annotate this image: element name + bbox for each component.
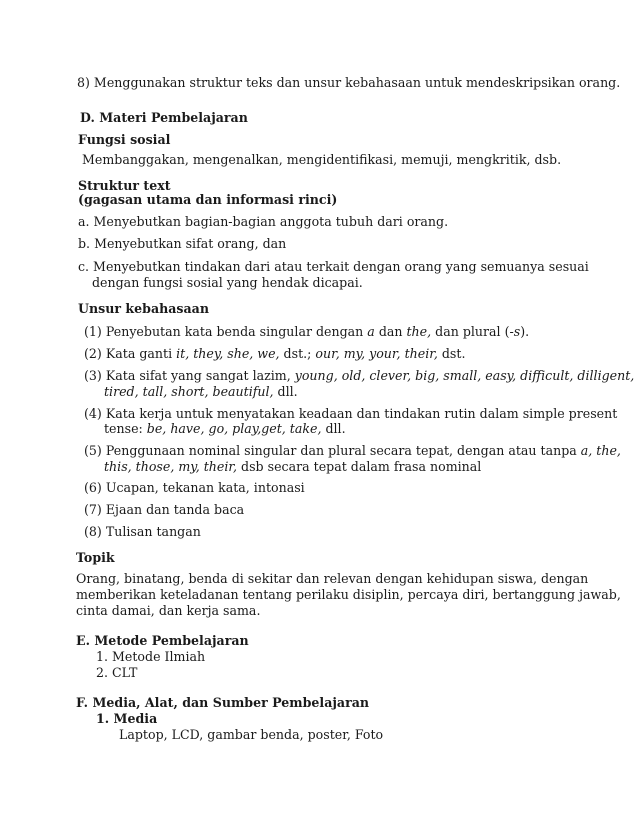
struktur-title: Struktur text (78, 178, 171, 193)
topik-line1: Orang, binatang, benda di sekitar dan relevan dengan kehidupan siswa, dengan (76, 571, 589, 586)
unsur-item-4-line1: (4) Kata kerja untuk menyatakan keadaan dan tindakan rutin dalam simple present (84, 406, 618, 421)
unsur-kebahasaan-title: Unsur kebahasaan (78, 301, 209, 316)
topik-title: Topik (76, 550, 115, 565)
media-item-title: 1. Media (96, 711, 158, 726)
section-d-title: D. Materi Pembelajaran (80, 110, 248, 125)
struktur-item-b: b. Menyebutkan sifat orang, dan (78, 236, 287, 251)
section-f-title: F. Media, Alat, dan Sumber Pembelajaran (76, 695, 370, 710)
struktur-item-c-line1: c. Menyebutkan tindakan dari atau terkait dengan orang yang semuanya sesuai (78, 259, 589, 274)
unsur-item-3-line2: tired, tall, short, beautiful, dll. (104, 384, 298, 399)
unsur-item-6: (6) Ucapan, tekanan kata, intonasi (84, 480, 305, 495)
topik-line3: cinta damai, dan kerja sama. (76, 603, 261, 618)
unsur-item-2: (2) Kata ganti it, they, she, we, dst.; our, my, your, their, dst. (84, 346, 466, 361)
learning-objective-8: 8) Menggunakan struktur teks dan unsur kebahasaan untuk mendeskripsikan orang. (77, 75, 621, 90)
unsur-item-7: (7) Ejaan dan tanda baca (84, 502, 245, 517)
fungsi-sosial-title: Fungsi sosial (78, 132, 171, 147)
unsur-item-3-line1: (3) Kata sifat yang sangat lazim, young, old, clever, big, small, easy, difficult, dilligent, (84, 368, 635, 383)
struktur-item-a: a. Menyebutkan bagian-bagian anggota tubuh dari orang. (78, 214, 449, 229)
struktur-item-c-line2: dengan fungsi sosial yang hendak dicapai. (92, 275, 363, 290)
unsur-item-5-line2: this, those, my, their, dsb secara tepat dalam frasa nominal (104, 459, 482, 474)
unsur-item-8: (8) Tulisan tangan (84, 524, 201, 539)
unsur-item-4-line2: tense: be, have, go, play,get, take, dll. (104, 421, 346, 436)
fungsi-sosial-text: Membanggakan, mengenalkan, mengidentifikasi, memuji, mengkritik, dsb. (82, 152, 562, 167)
metode-item-1: 1. Metode Ilmiah (96, 649, 206, 664)
unsur-item-1: (1) Penyebutan kata benda singular dengan a dan the, dan plural (-s). (84, 324, 530, 339)
unsur-item-5-line1: (5) Penggunaan nominal singular dan plural secara tepat, dengan atau tanpa a, the, (84, 443, 621, 458)
media-item-text: Laptop, LCD, gambar benda, poster, Foto (119, 727, 384, 742)
section-e-title: E. Metode Pembelajaran (76, 633, 249, 648)
topik-line2: memberikan keteladanan tentang perilaku disiplin, percaya diri, bertanggung jawab, (76, 587, 621, 602)
metode-item-2: 2. CLT (96, 665, 138, 680)
struktur-subtitle: (gagasan utama dan informasi rinci) (78, 192, 338, 207)
